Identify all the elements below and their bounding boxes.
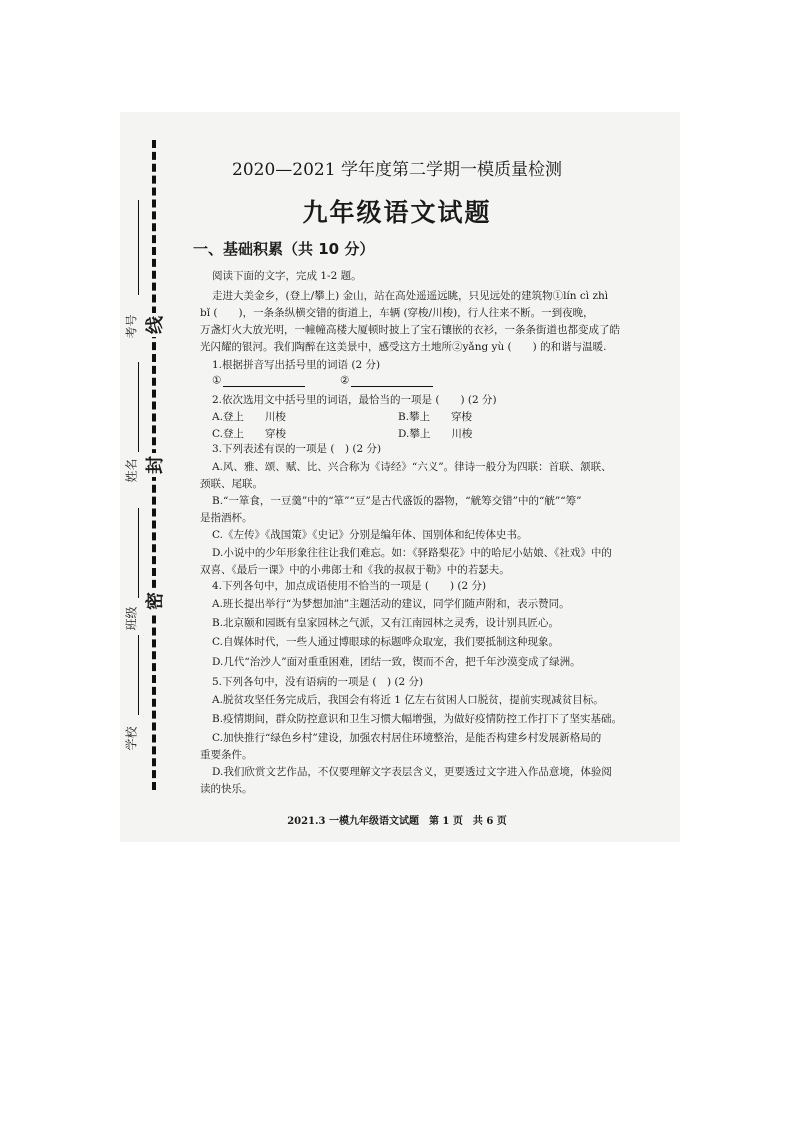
option-line: D.我们欣赏文艺作品，不仅要理解文字表层含义，更要透过文字进入作品意境，体验阅 bbox=[212, 766, 612, 778]
q4-option-d: D.几代“治沙人”面对重重困难，团结一致，锲而不舍，把千年沙漠变成了绿洲。 bbox=[212, 656, 581, 668]
instruction: 阅读下面的文字，完成 1-2 题。 bbox=[212, 270, 362, 282]
answer-blank-1[interactable] bbox=[212, 374, 305, 387]
option-line: 读的快乐。 bbox=[200, 783, 253, 795]
q4-option-c: C.自媒体时代，一些人通过博眼球的标题哗众取宠，我们要抵制这种现象。 bbox=[212, 636, 559, 648]
passage-line: 万盏灯火大放光明，一幢幢高楼大厦顿时披上了宝石镶嵌的衣衫，一条条街道也都变成了皓 bbox=[200, 324, 620, 336]
field-line-name[interactable] bbox=[138, 362, 139, 452]
q5-option-a: A.脱贫攻坚任务完成后，我国会有将近 1 亿左右贫困人口脱贫，提前实现减贫目标。 bbox=[212, 694, 604, 706]
reading-passage bbox=[200, 288, 660, 356]
q3-option-a bbox=[200, 459, 660, 493]
option-line: C.加快推行“绿色乡村”建设，加强农村居住环境整治，是能否构建乡村发展新格局的 bbox=[212, 732, 602, 744]
option-line: 颈联、尾联。 bbox=[200, 478, 263, 490]
question-5: 5.下列各句中，没有语病的一项是 ( ) (2 分) bbox=[212, 676, 424, 688]
answer-line[interactable] bbox=[223, 374, 305, 387]
field-line-class[interactable] bbox=[138, 508, 139, 598]
q2-option-a: A.登上 川梭 bbox=[212, 411, 286, 423]
q5-option-c bbox=[200, 730, 660, 764]
seal-char-mi: 密 bbox=[141, 589, 167, 613]
option-line: 是指酒杯。 bbox=[200, 512, 253, 524]
answer-line[interactable] bbox=[351, 374, 433, 387]
field-label-exam-number: 考号 bbox=[124, 314, 139, 339]
field-label-school: 学校 bbox=[124, 726, 139, 751]
answer-blank-2[interactable] bbox=[340, 374, 433, 387]
question-2: 2.依次选用文中括号里的词语，最恰当的一项是 ( ) (2 分) bbox=[212, 394, 497, 406]
page-footer: 2021.3 一模九年级语文试题 第 1 页 共 6 页 bbox=[287, 816, 507, 827]
q2-option-c: C.登上 穿梭 bbox=[212, 428, 286, 440]
binding-margin bbox=[112, 140, 172, 800]
option-line: A.风、雅、颂、赋、比、兴合称为《诗经》“六义”。律诗一般分为四联：首联、颔联、 bbox=[212, 461, 612, 473]
blank-mark: ① bbox=[212, 374, 222, 387]
q3-option-c: C.《左传》《战国策》《史记》分别是编年体、国别体和纪传体史书。 bbox=[212, 529, 528, 541]
q5-option-d bbox=[200, 764, 660, 798]
q2-option-b: B.攀上 穿梭 bbox=[398, 411, 473, 423]
blank-mark: ② bbox=[340, 374, 350, 387]
field-label-name: 姓名 bbox=[124, 458, 139, 483]
passage-line: bǐ ( )，一条条纵横交错的街道上，车辆 (穿梭/川梭)，行人往来不断。一到夜晚， bbox=[200, 307, 594, 319]
exam-period-title: 2020—2021 学年度第二学期一模质量检测 bbox=[232, 160, 562, 180]
field-label-class: 班级 bbox=[124, 606, 139, 631]
option-line: 双喜、《最后一课》中的小弗郎士和《我的叔叔于勒》中的若瑟夫。 bbox=[200, 564, 510, 576]
q3-option-d bbox=[200, 545, 660, 579]
question-3: 3.下列表述有误的一项是 ( ) (2 分) bbox=[212, 443, 382, 455]
passage-line: 光闪耀的银河。我们陶醉在这美景中，感受这方土地所②yǎng yù ( ) 的和谐与温暖. bbox=[200, 341, 607, 353]
seal-char-feng: 封 bbox=[141, 453, 167, 477]
q2-option-d: D.攀上 川梭 bbox=[398, 428, 473, 440]
page-title: 九年级语文试题 bbox=[302, 198, 492, 227]
q4-option-b: B.北京颐和园既有皇家园林之气派，又有江南园林之灵秀，设计别具匠心。 bbox=[212, 617, 560, 629]
q4-option-a: A.班长提出举行“为梦想加油”主题活动的建议，同学们随声附和，表示赞同。 bbox=[212, 598, 570, 610]
section-title: 一、基础积累（共 10 分） bbox=[193, 240, 375, 258]
q3-option-b bbox=[200, 493, 660, 527]
passage-line: 走进大美金乡，(登上/攀上) 金山，站在高处遥遥远眺，只见远处的建筑物①lín cì zhì bbox=[212, 290, 609, 302]
q5-option-b: B.疫情期间，群众防控意识和卫生习惯大幅增强，为做好疫情防控工作打下了坚实基础。 bbox=[212, 713, 623, 725]
seal-char-xian: 线 bbox=[141, 313, 167, 337]
question-1: 1.根据拼音写出括号里的词语 (2 分) bbox=[212, 359, 381, 371]
field-line-school[interactable] bbox=[138, 635, 139, 715]
option-line: D.小说中的少年形象往往让我们难忘。如：《驿路梨花》中的哈尼小姑娘、《社戏》中的 bbox=[212, 547, 612, 559]
option-line: B.“一箪食，一豆羹”中的“箪”“豆”是古代盛饭的器物，“觥筹交错”中的“觥”“筹” bbox=[212, 495, 582, 507]
option-line: 重要条件。 bbox=[200, 749, 253, 761]
question-4: 4.下列各句中，加点成语使用不恰当的一项是 ( ) (2 分) bbox=[212, 580, 487, 592]
